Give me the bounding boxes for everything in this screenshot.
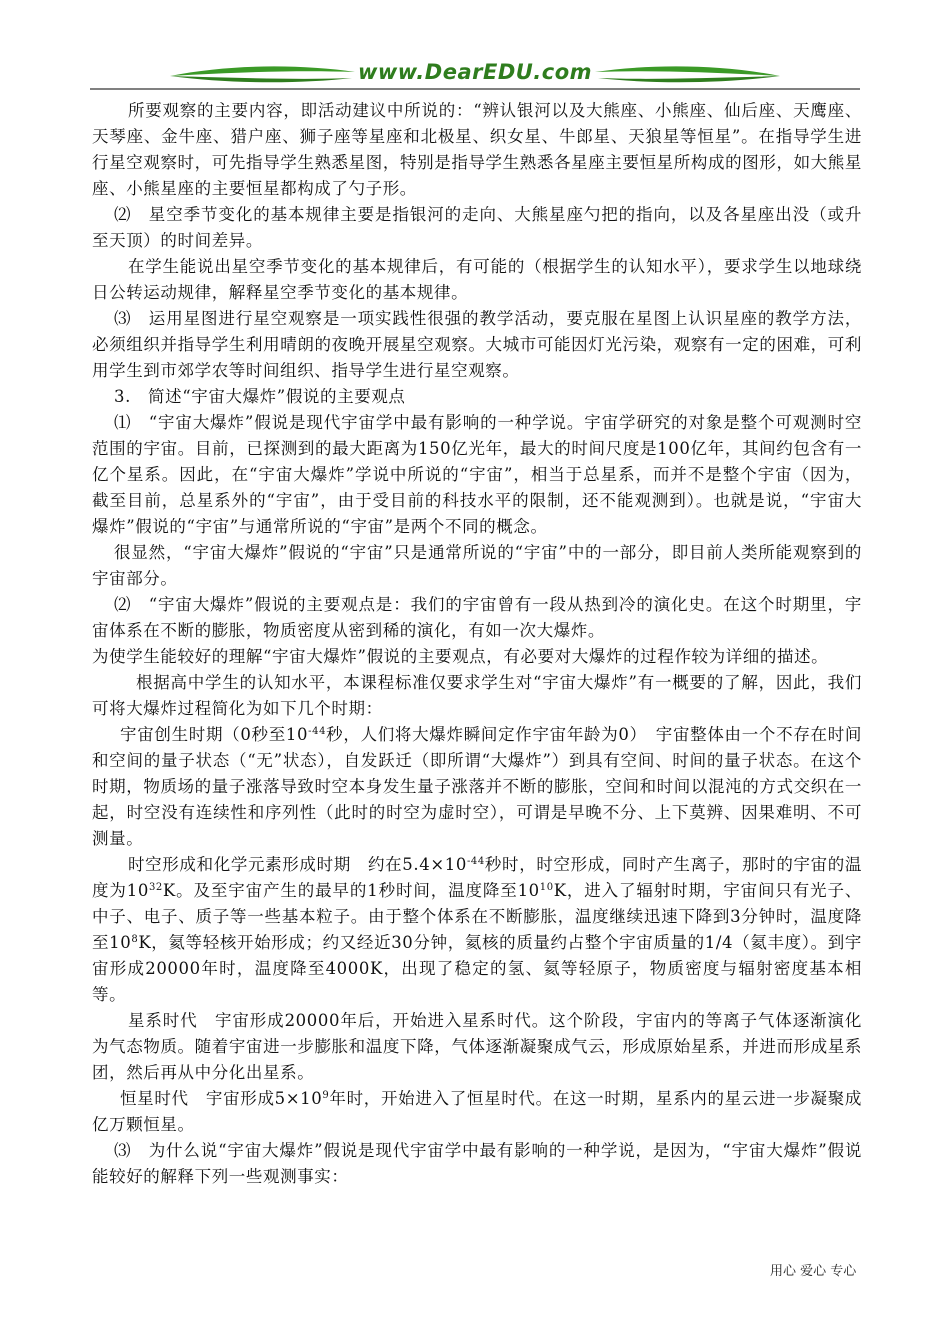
paragraph: ⑴ “宇宙大爆炸”假说是现代宇宙学中最有影响的一种学说。宇宙学研究的对象是整个可观测时空范围的宇宙。目前，已探测到的最大距离为150亿光年，最大的时间尺度是100亿年，其间约包含有一亿个星系。因此，在“宇宙大爆炸”学说中所说的“宇宙”，相当于总星系，而并不是整个宇宙（因为，截至目前，总星系外的“宇宙”，由于受目前的科技水平的限制，还不能观测到）。也就是说，“宇宙大爆炸”假说的“宇宙”与通常所说的“宇宙”是两个不同的概念。 xyxy=(92,413,862,536)
period-text: 秒，人们将大爆炸瞬间定作宇宙年龄为0） 宇宙整体由一个不存在时间和空间的量子状态（“无”状态），自发跃迁（即所谓“大爆炸”）到具有空间、时间的量子状态。在这个时期，物质场的量子涨落导致时空本身发生量子涨落并不断的膨胀，空间和时间以混沌的方式交织在一起，时空没有连续性和序列性（此时的时空为虚时空），可谓是早晚不分、上下莫辨、因果难明、不可测量。 xyxy=(92,725,862,848)
paragraph: 根据高中学生的认知水平，本课程标准仅要求学生对“宇宙大爆炸”有一概要的了解，因此，我们可将大爆炸过程简化为如下几个时期： xyxy=(92,673,862,718)
exponent: -44 xyxy=(308,726,327,737)
site-url[interactable]: www.DearEDU.com xyxy=(357,60,593,84)
footer-slogan: 用心 爱心 专心 xyxy=(770,1264,857,1279)
period-text: K。及至宇宙产生的最早的1秒时间，温度降至10 xyxy=(162,881,540,900)
paragraph: 很显然，“宇宙大爆炸”假说的“宇宙”只是通常所说的“宇宙”中的一部分，即目前人类所能观察到的宇宙部分。 xyxy=(92,543,862,588)
period-element-formation xyxy=(92,852,862,1008)
section-heading: 3. 简述“宇宙大爆炸”假说的主要观点 xyxy=(114,387,406,406)
period-text: 时空形成和化学元素形成时期 约在5.4×10 xyxy=(128,855,467,874)
period-text: 年时，开始进入了恒星时代。在这一时期，星系内的星云进一步凝聚成亿万颗恒星。 xyxy=(92,1089,862,1134)
period-text: 恒星时代 宇宙形成5×10 xyxy=(120,1089,323,1108)
paragraph: ⑵ 星空季节变化的基本规律主要是指银河的走向、大熊星座勺把的指向，以及各星座出没（或升至天顶）的时间差异。 xyxy=(92,205,862,250)
paragraph: ⑶ 运用星图进行星空观察是一项实践性很强的教学活动，要克服在星图上认识星座的教学方法，必须组织并指导学生利用晴朗的夜晚开展星空观察。大城市可能因灯光污染，观察有一定的困难，可利用学生到市郊学农等时间组织、指导学生进行星空观察。 xyxy=(92,309,862,380)
paragraph: ⑶ 为什么说“宇宙大爆炸”假说是现代宇宙学中最有影响的一种学说，是因为，“宇宙大爆炸”假说能较好的解释下列一些观测事实： xyxy=(92,1141,862,1186)
paragraph: 为使学生能较好的理解“宇宙大爆炸”假说的主要观点，有必要对大爆炸的过程作较为详细的描述。 xyxy=(92,647,829,666)
exponent: 32 xyxy=(148,882,163,893)
period-star xyxy=(92,1086,862,1138)
period-text: K，氦等轻核开始形成；约又经近30分钟，氦核的质量约占整个宇宙质量的1/4（氦丰度）。到宇宙形成20000年时，温度降至4000K，出现了稳定的氢、氦等轻原子，物质密度与辐射密度基本相等。 xyxy=(92,933,862,1004)
paragraph: ⑵ “宇宙大爆炸”假说的主要观点是：我们的宇宙曾有一段从热到冷的演化史。在这个时期里，宇宙体系在不断的膨胀，物质密度从密到稀的演化，有如一次大爆炸。 xyxy=(92,595,862,640)
page-header xyxy=(90,58,860,94)
exponent: 10 xyxy=(539,882,554,893)
exponent: -44 xyxy=(466,856,485,867)
document-body xyxy=(92,98,862,1190)
period-galaxy: 星系时代 宇宙形成20000年后，开始进入星系时代。这个阶段，宇宙内的等离子气体逐渐演化为气态物质。随着宇宙进一步膨胀和温度下降，气体逐渐凝聚成气云，形成原始星系，并进而形成星系团，然后再从中分化出星系。 xyxy=(92,1011,862,1082)
period-creation xyxy=(92,722,862,852)
exponent: 8 xyxy=(131,934,139,945)
period-text: K，进入了辐射时期，宇宙间只有光子、中子、电子、质子等一些基本粒子。由于整个体系在不断膨胀，温度继续迅速下降到3分钟时，温度降至10 xyxy=(92,881,862,952)
exponent: 9 xyxy=(322,1090,330,1101)
paragraph: 所要观察的主要内容，即活动建议中所说的：“辨认银河以及大熊座、小熊座、仙后座、天鹰座、天琴座、金牛座、猎户座、狮子座等星座和北极星、织女星、牛郎星、天狼星等恒星”。在指导学生进行星空观察时，可先指导学生熟悉星图，特别是指导学生熟悉各星座主要恒星所构成的图形，如大熊星座、小熊星座的主要恒星都构成了勺子形。 xyxy=(92,101,862,198)
period-text: 秒时，时空形成，同时产生离子，那时的宇宙的温度为10 xyxy=(92,855,863,900)
paragraph: 在学生能说出星空季节变化的基本规律后，有可能的（根据学生的认知水平），要求学生以地球绕日公转运动规律，解释星空季节变化的基本规律。 xyxy=(92,257,862,302)
period-text: 宇宙创生时期（0秒至10 xyxy=(120,725,309,744)
